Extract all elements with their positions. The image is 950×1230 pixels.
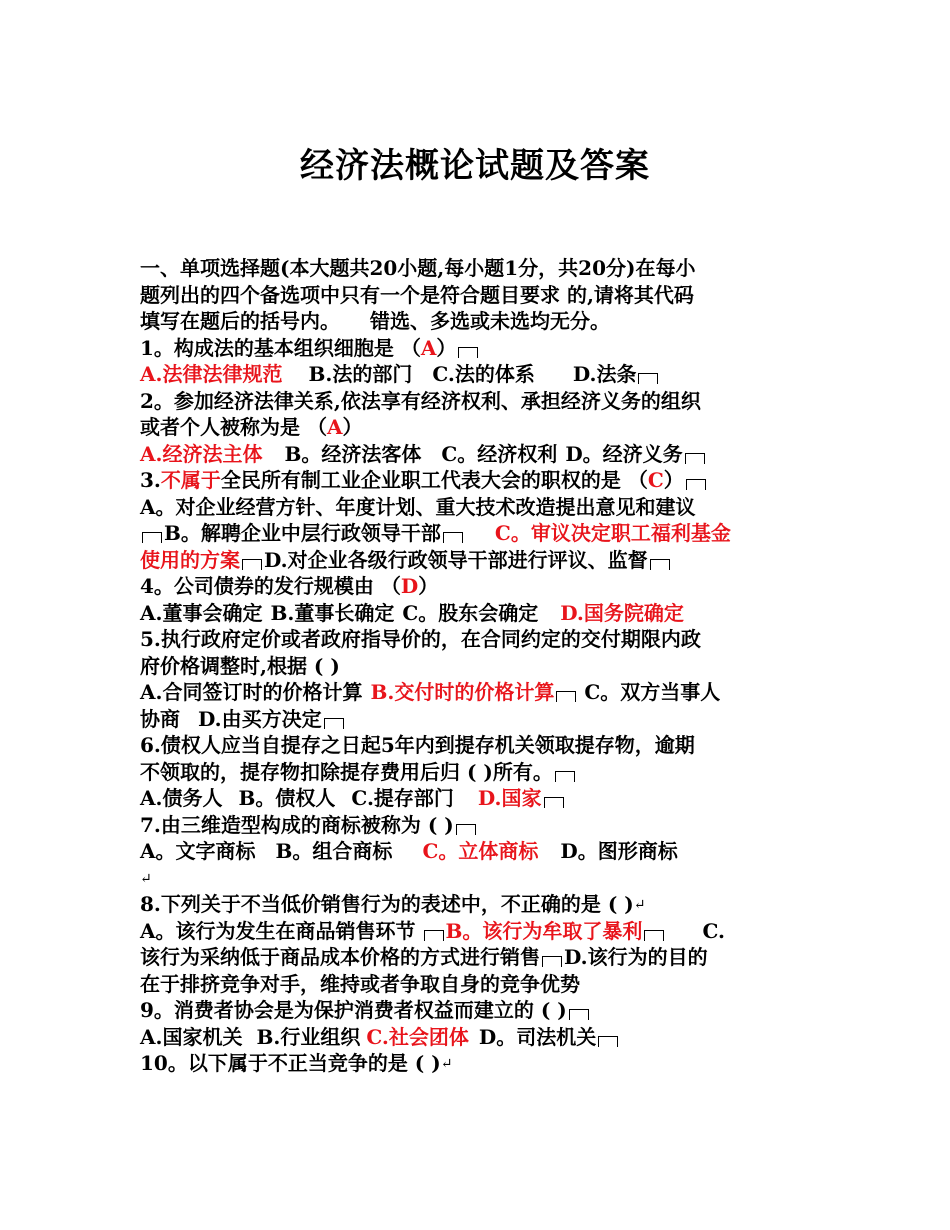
paragraph-mark-icon [638,373,658,384]
paragraph-mark-icon [424,930,444,941]
question-stem: 府价格调整时,根据 ( ) [140,653,340,678]
question-options: A.董事会确定 B.董事长确定 C。股东会确定 D.国务院确定 [140,600,684,625]
option-correct: B.交付时的价格计算 [370,680,555,704]
paragraph-mark-icon [544,797,564,808]
question-stem: 3.不属于全民所有制工业企业职工代表大会的职权的是 （C） [140,467,820,494]
answer-letter: D [400,574,419,598]
line-break-icon: ↵ [140,870,152,887]
question-stem: 7.由三维造型构成的商标被称为 ( ) [140,812,820,839]
question-options: A。对企业经营方针、年度计划、重大技术改造提出意见和建议 [140,494,696,519]
answer-letter: A [326,415,343,439]
question-options: 协商 D.由买方决定 [140,706,820,733]
paragraph-mark-icon [650,559,670,570]
paragraph-mark-icon [555,771,575,782]
paragraph-mark-icon [443,532,463,543]
option-correct: 使用的方案 [140,547,240,572]
question-options: A.经济法主体 B。经济法客体 C。经济权利 D。经济义务 [140,441,820,468]
question-options: A。文字商标 B。组合商标 C。立体商标 D。图形商标 [140,839,678,863]
question-options: A.法律法律规范 B.法的部门 C.法的体系 D.法条 [140,361,820,388]
option-correct: B。该行为牟取了暴利 [445,918,643,943]
question-options: A.债务人 B。债权人 C.提存部门 D.国家 [140,785,820,812]
question-options: 该行为采纳低于商品成本价格的方式进行销售 D.该行为的目的 [140,945,708,969]
paragraph-mark-icon [458,347,478,358]
question-stem: 2。参加经济法律关系,依法享有经济权利、承担经济义务的组织 [140,388,701,413]
question-stem: 5.执行政府定价或者政府指导价的，在合同约定的交付期限内政 [140,627,701,651]
paragraph-mark-icon [569,1009,589,1020]
paragraph-mark-icon [556,691,576,702]
paragraph-mark-icon [598,1036,618,1047]
paragraph-mark-icon [456,824,476,835]
option-correct: A.法律法律规范 [140,362,283,386]
question-options: A。该行为发生在商品销售环节 B。该行为牟取了暴利 C. [140,918,725,943]
answer-letter: A [420,335,437,360]
paragraph-mark-icon [644,930,664,941]
document-body [140,255,820,1077]
question-stem: 4。公司债券的发行规模由 （D） [140,574,439,598]
question-options: A.国家机关 B.行业组织 C.社会团体 D。司法机关 [140,1024,820,1051]
option-correct: C.社会团体 [366,1024,469,1049]
line-break-icon: ↵ [633,897,646,913]
option-correct: A.经济法主体 [140,441,263,466]
option-correct: D.国务院确定 [560,600,684,625]
paragraph-mark-icon [324,718,344,729]
paragraph-mark-icon [685,453,705,464]
paragraph-mark-icon [542,956,562,967]
option-correct: C。审议决定职工福利基金 [494,521,731,545]
question-stem: 8.下列关于不当低价销售行为的表述中，不正确的是 ( )↵ [140,892,646,916]
negation-keyword: 不属于 [160,468,221,492]
paragraph-break [140,865,820,892]
option-correct: C。立体商标 [422,839,539,863]
section-heading-line: 一、单项选择题(本大题共20小题,每小题1分，共20分)在每小 [140,256,696,280]
question-stem: 或者个人被称为是 （A） [140,415,363,439]
paragraph-mark-icon [686,479,706,490]
question-stem: 10。以下属于不正当竞争的是 ( )↵ [140,1051,453,1075]
option-correct: D.国家 [477,786,542,810]
section-heading-line: 填写在题后的括号内。 错选、多选或未选均无分。 [140,309,610,333]
section-heading-line: 题列出的四个备选项中只有一个是符合题目要求 的,请将其代码 [140,282,694,307]
question-options: 使用的方案 D.对企业各级行政领导干部进行评议、监督 [140,547,820,574]
answer-letter: C [647,468,664,492]
question-options: A.合同签订时的价格计算 B.交付时的价格计算 C。双方当事人 [140,680,721,704]
question-stem: 9。消费者协会是为保护消费者权益而建立的 ( ) [140,997,820,1024]
question-stem: 1。构成法的基本组织细胞是 （A） [140,335,820,362]
question-options: 在于排挤竞争对手，维持或者争取自身的竞争优势 [140,971,580,996]
question-options: B。解聘企业中层行政领导干部 C。审议决定职工福利基金 [140,520,820,547]
paragraph-mark-icon [142,532,162,543]
paragraph-mark-icon [242,559,262,570]
question-stem: 6.债权人应当自提存之日起5年内到提存机关领取提存物，逾期 [140,733,695,757]
document-title: 经济法概论试题及答案 [300,146,650,186]
question-stem: 不领取的，提存物扣除提存费用后归 ( )所有。 [140,759,820,786]
line-break-icon: ↵ [440,1056,453,1072]
